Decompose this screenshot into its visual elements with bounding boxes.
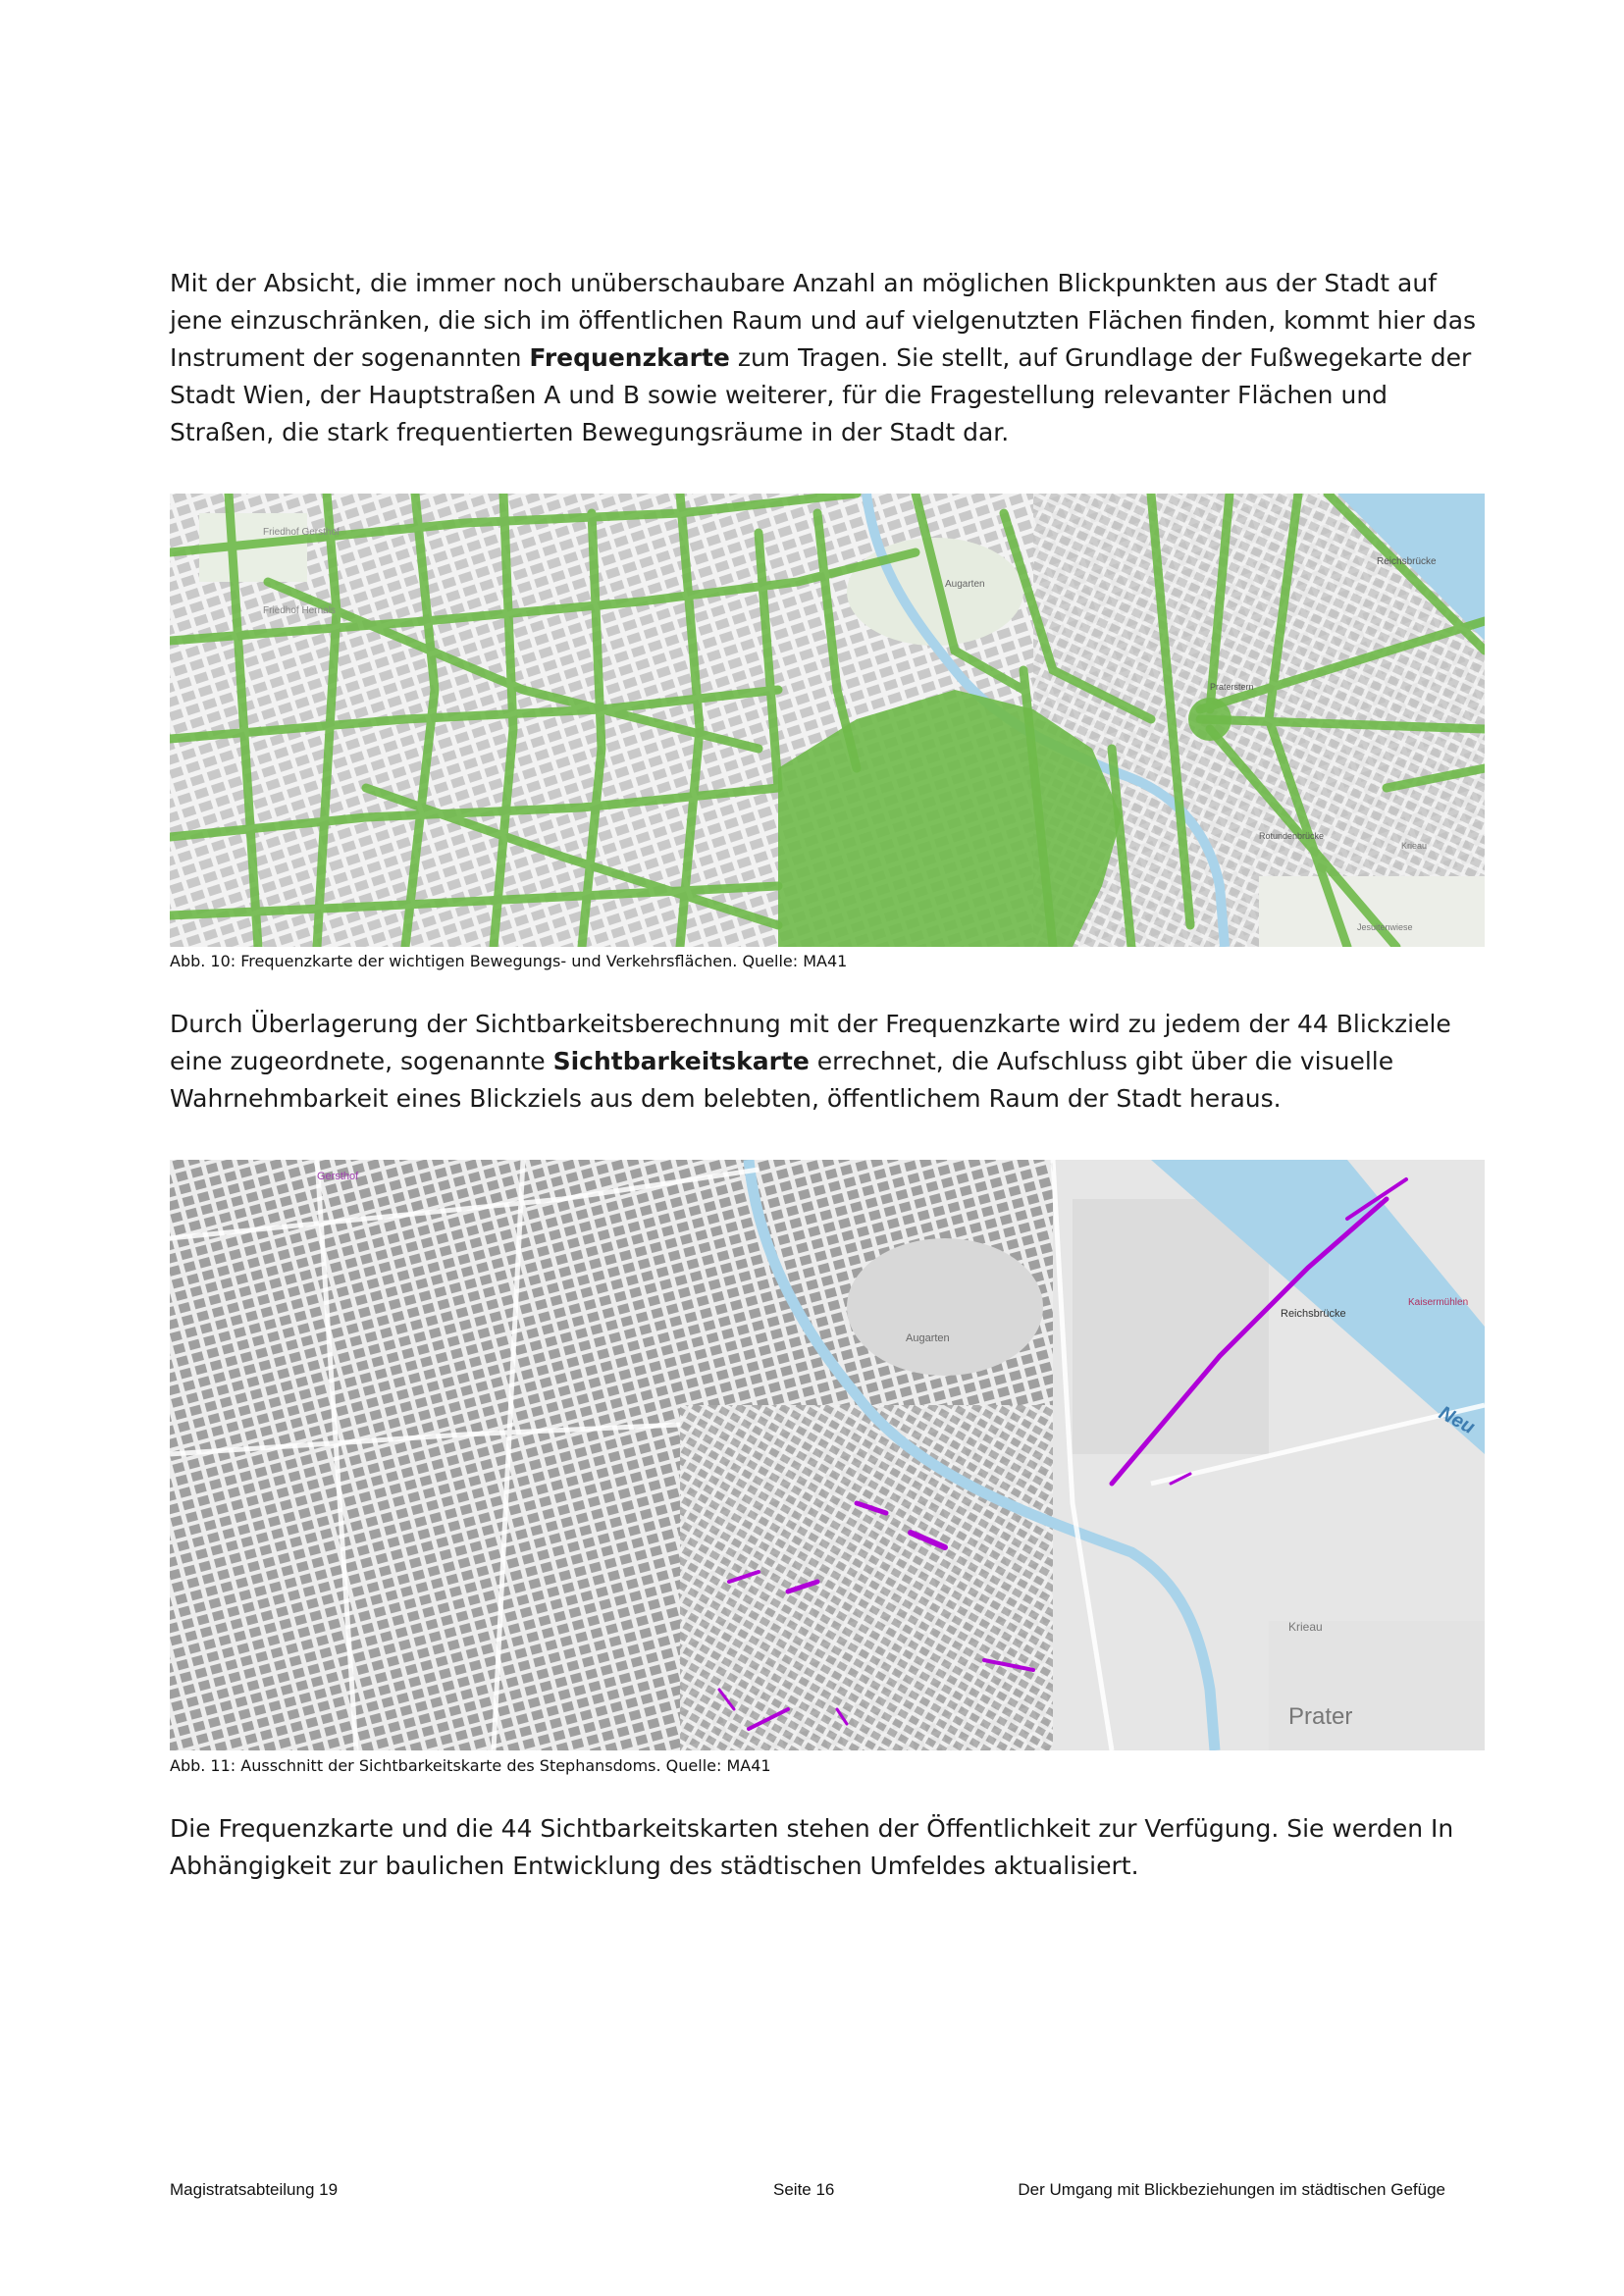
label-praterstern: Praterstern (1210, 682, 1254, 692)
figure-10-caption: Abb. 10: Frequenzkarte der wichtigen Bewegungs- und Verkehrsflächen. Quelle: MA41 (170, 952, 848, 970)
intro-text-end: zum Tragen. Sie stellt, auf Grundlage der Fußwegekarte der Stadt Wien, der Hauptstraßen A und B sowie weiterer, für die Fragestellung relevanter Flächen und Straßen, die stark frequentierten Bewegungsräume in der Stadt dar. (170, 343, 1472, 446)
label-friedhof-hernals: Friedhof Hernals (263, 605, 336, 616)
label-reichsbruecke-2: Reichsbrücke (1281, 1308, 1346, 1320)
label-reichsbruecke: Reichsbrücke (1377, 556, 1437, 567)
footer-department: Magistratsabteilung 19 (170, 2180, 339, 2199)
label-prater: Prater (1288, 1703, 1353, 1730)
label-kaisermuehlen: Kaisermühlen (1408, 1297, 1469, 1308)
visibility-map (170, 1160, 1485, 1750)
footer-document-title: Der Umgang mit Blickbeziehungen im städtischen Gefüge (1018, 2180, 1445, 2199)
frequency-map-graphic (170, 494, 1485, 947)
label-augarten-2: Augarten (906, 1332, 950, 1344)
label-krieau: Krieau (1401, 841, 1428, 851)
second-paragraph (170, 1006, 1485, 1118)
frequency-map (170, 494, 1485, 947)
label-gersthof: Gersthof (317, 1171, 359, 1182)
term-sichtbarkeitskarte: Sichtbarkeitskarte (552, 1047, 810, 1075)
term-frequenzkarte: Frequenzkarte (529, 343, 730, 372)
label-jesuitenwiese: Jesuitenwiese (1357, 922, 1413, 932)
label-neu: Neu (1435, 1401, 1479, 1439)
second-text-start: Durch Überlagerung der Sichtbarkeitsberechnung mit der Frequenzkarte wird zu jedem der 44 Blickziele eine zugeordnete, sogenannte (170, 1010, 1451, 1075)
closing-paragraph: Die Frequenzkarte und die 44 Sichtbarkeitskarten stehen der Öffentlichkeit zur Verfügung. Sie werden In Abhängigkeit zur baulichen Entwicklung des städtischen Umfeldes aktualisiert. (170, 1814, 1454, 1880)
figure-11-caption: Abb. 11: Ausschnitt der Sichtbarkeitskarte des Stephansdoms. Quelle: MA41 (170, 1756, 771, 1775)
label-augarten: Augarten (945, 579, 985, 590)
label-krieau-2: Krieau (1288, 1620, 1323, 1634)
intro-text-start: Mit der Absicht, die immer noch unüberschaubare Anzahl an möglichen Blickpunkten aus der Stadt auf jene einzuschränken, die sich im öffentlichen Raum und auf vielgenutzten Flächen finden, kommt hier das Instrument der sogenannten (170, 269, 1477, 372)
label-rotundenbruecke: Rotundenbrücke (1259, 831, 1325, 841)
footer-page-number: Seite 16 (773, 2180, 835, 2199)
label-friedhof: Friedhof Gersthof (263, 527, 340, 538)
second-text-end: errechnet, die Aufschluss gibt über die visuelle Wahrnehmbarkeit eines Blickziels aus dem belebten, öffentlichem Raum der Stadt heraus. (170, 1047, 1394, 1113)
visibility-map-graphic (170, 1160, 1485, 1750)
intro-paragraph (170, 265, 1485, 451)
